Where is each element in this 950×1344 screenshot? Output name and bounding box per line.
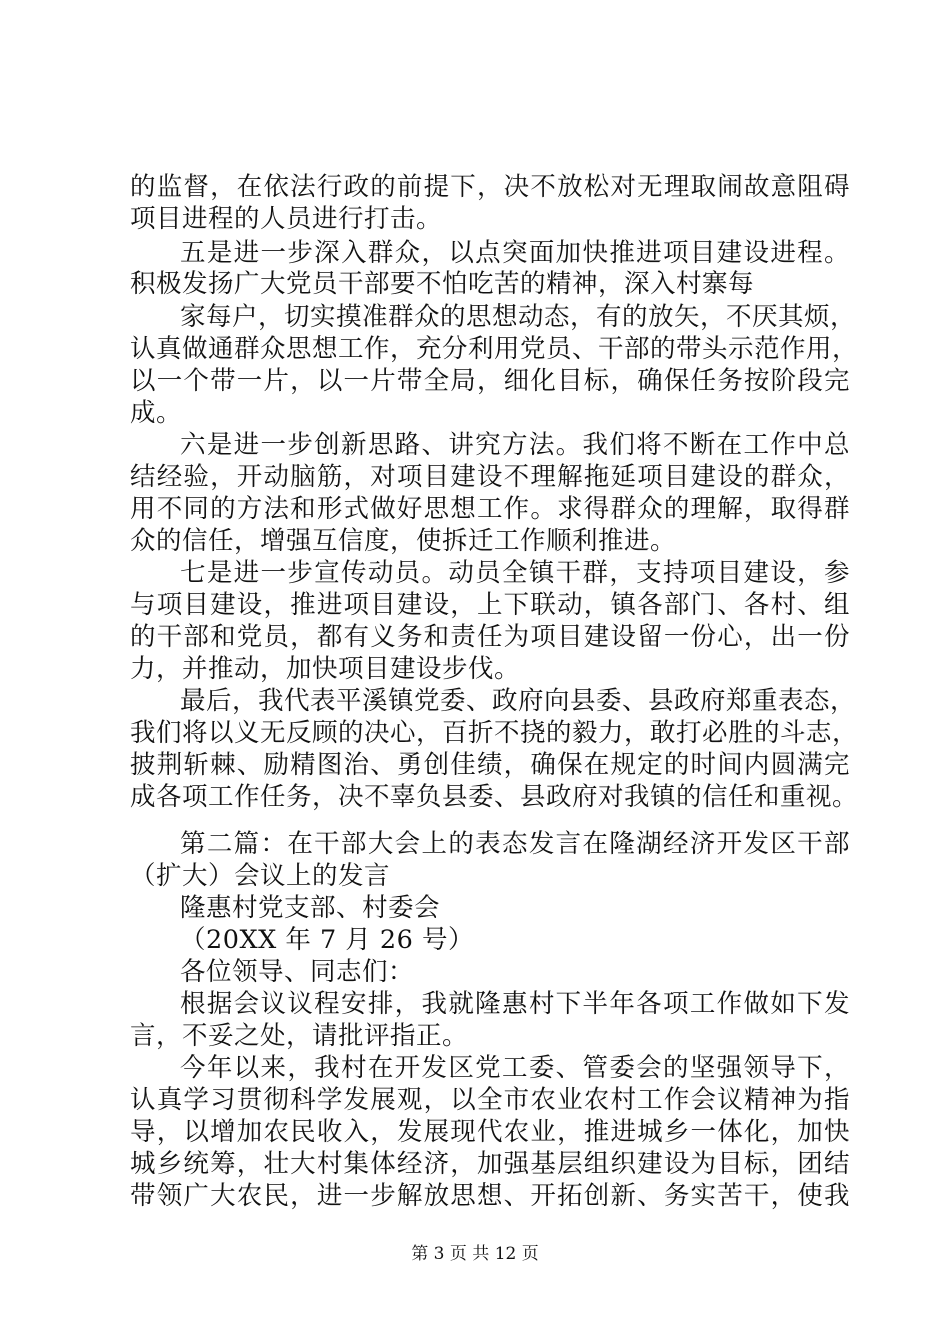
text-line: 披荆斩棘、励精图治、勇创佳绩，确保在规定的时间内圆满完: [130, 750, 850, 780]
section-title: 第二篇：在干部大会上的表态发言在隆湖经济开发区干部: [180, 829, 850, 859]
text-line: 带领广大农民，进一步解放思想、开拓创新、务实苦干，使我: [130, 1181, 850, 1211]
text-line: 言，不妥之处，请批评指正。: [130, 1021, 469, 1051]
text-line: 导，以增加农民收入，发展现代农业，推进城乡一体化，加快: [130, 1117, 850, 1147]
text-line: 众的信任，增强互信度，使拆迁工作顺利推进。: [130, 526, 677, 556]
text-line: 认真做通群众思想工作，充分利用党员、干部的带头示范作用，: [130, 334, 859, 364]
text-line: 家每户，切实摸准群众的思想动态，有的放矢，不厌其烦，: [180, 302, 857, 332]
text-line: 七是进一步宣传动员。动员全镇干群，支持项目建设，参: [180, 558, 850, 588]
author-line: 隆惠村党支部、村委会: [180, 893, 441, 923]
text-line: 认真学习贯彻科学发展观，以全市农业农村工作会议精神为指: [130, 1085, 850, 1115]
date-line: （20XX 年 7 月 26 号）: [180, 925, 474, 955]
text-line: 五是进一步深入群众，以点突面加快推进项目建设进程。: [180, 238, 850, 268]
text-line: 成。: [130, 398, 183, 428]
text-line: 根据会议议程安排，我就隆惠村下半年各项工作做如下发: [180, 989, 850, 1019]
text-line: 积极发扬广大党员干部要不怕吃苦的精神，深入村寨每: [130, 269, 755, 299]
section-title-cont: （扩大）会议上的发言: [130, 861, 391, 891]
text-line: 六是进一步创新思路、讲究方法。我们将不断在工作中总: [180, 430, 850, 460]
text-line: 力，并推动，加快项目建设步伐。: [130, 654, 521, 684]
text-line: 成各项工作任务，决不辜负县委、县政府对我镇的信任和重视。: [130, 782, 859, 812]
text-line: 城乡统筹，壮大村集体经济，加强基层组织建设为目标，团结: [130, 1149, 850, 1179]
text-line: 项目进程的人员进行打击。: [130, 204, 443, 234]
salutation: 各位领导、同志们：: [180, 957, 415, 987]
text-line: 以一个带一片，以一片带全局，细化目标，确保任务按阶段完: [130, 366, 850, 396]
text-line: 今年以来，我村在开发区党工委、管委会的坚强领导下，: [180, 1053, 850, 1083]
text-line: 最后，我代表平溪镇党委、政府向县委、县政府郑重表态，: [180, 686, 857, 716]
page-footer: 第 3 页 共 12 页: [411, 1244, 539, 1264]
text-line: 的干部和党员，都有义务和责任为项目建设留一份心，出一份: [130, 622, 850, 652]
text-line: 我们将以义无反顾的决心，百折不挠的毅力，敢打必胜的斗志，: [130, 718, 859, 748]
text-line: 用不同的方法和形式做好思想工作。求得群众的理解，取得群: [130, 494, 850, 524]
text-line: 与项目建设，推进项目建设，上下联动，镇各部门、各村、组: [130, 590, 850, 620]
text-line: 结经验，开动脑筋，对项目建设不理解拖延项目建设的群众，: [130, 462, 850, 492]
text-line: 的监督，在依法行政的前提下，决不放松对无理取闹故意阻碍: [130, 172, 850, 202]
